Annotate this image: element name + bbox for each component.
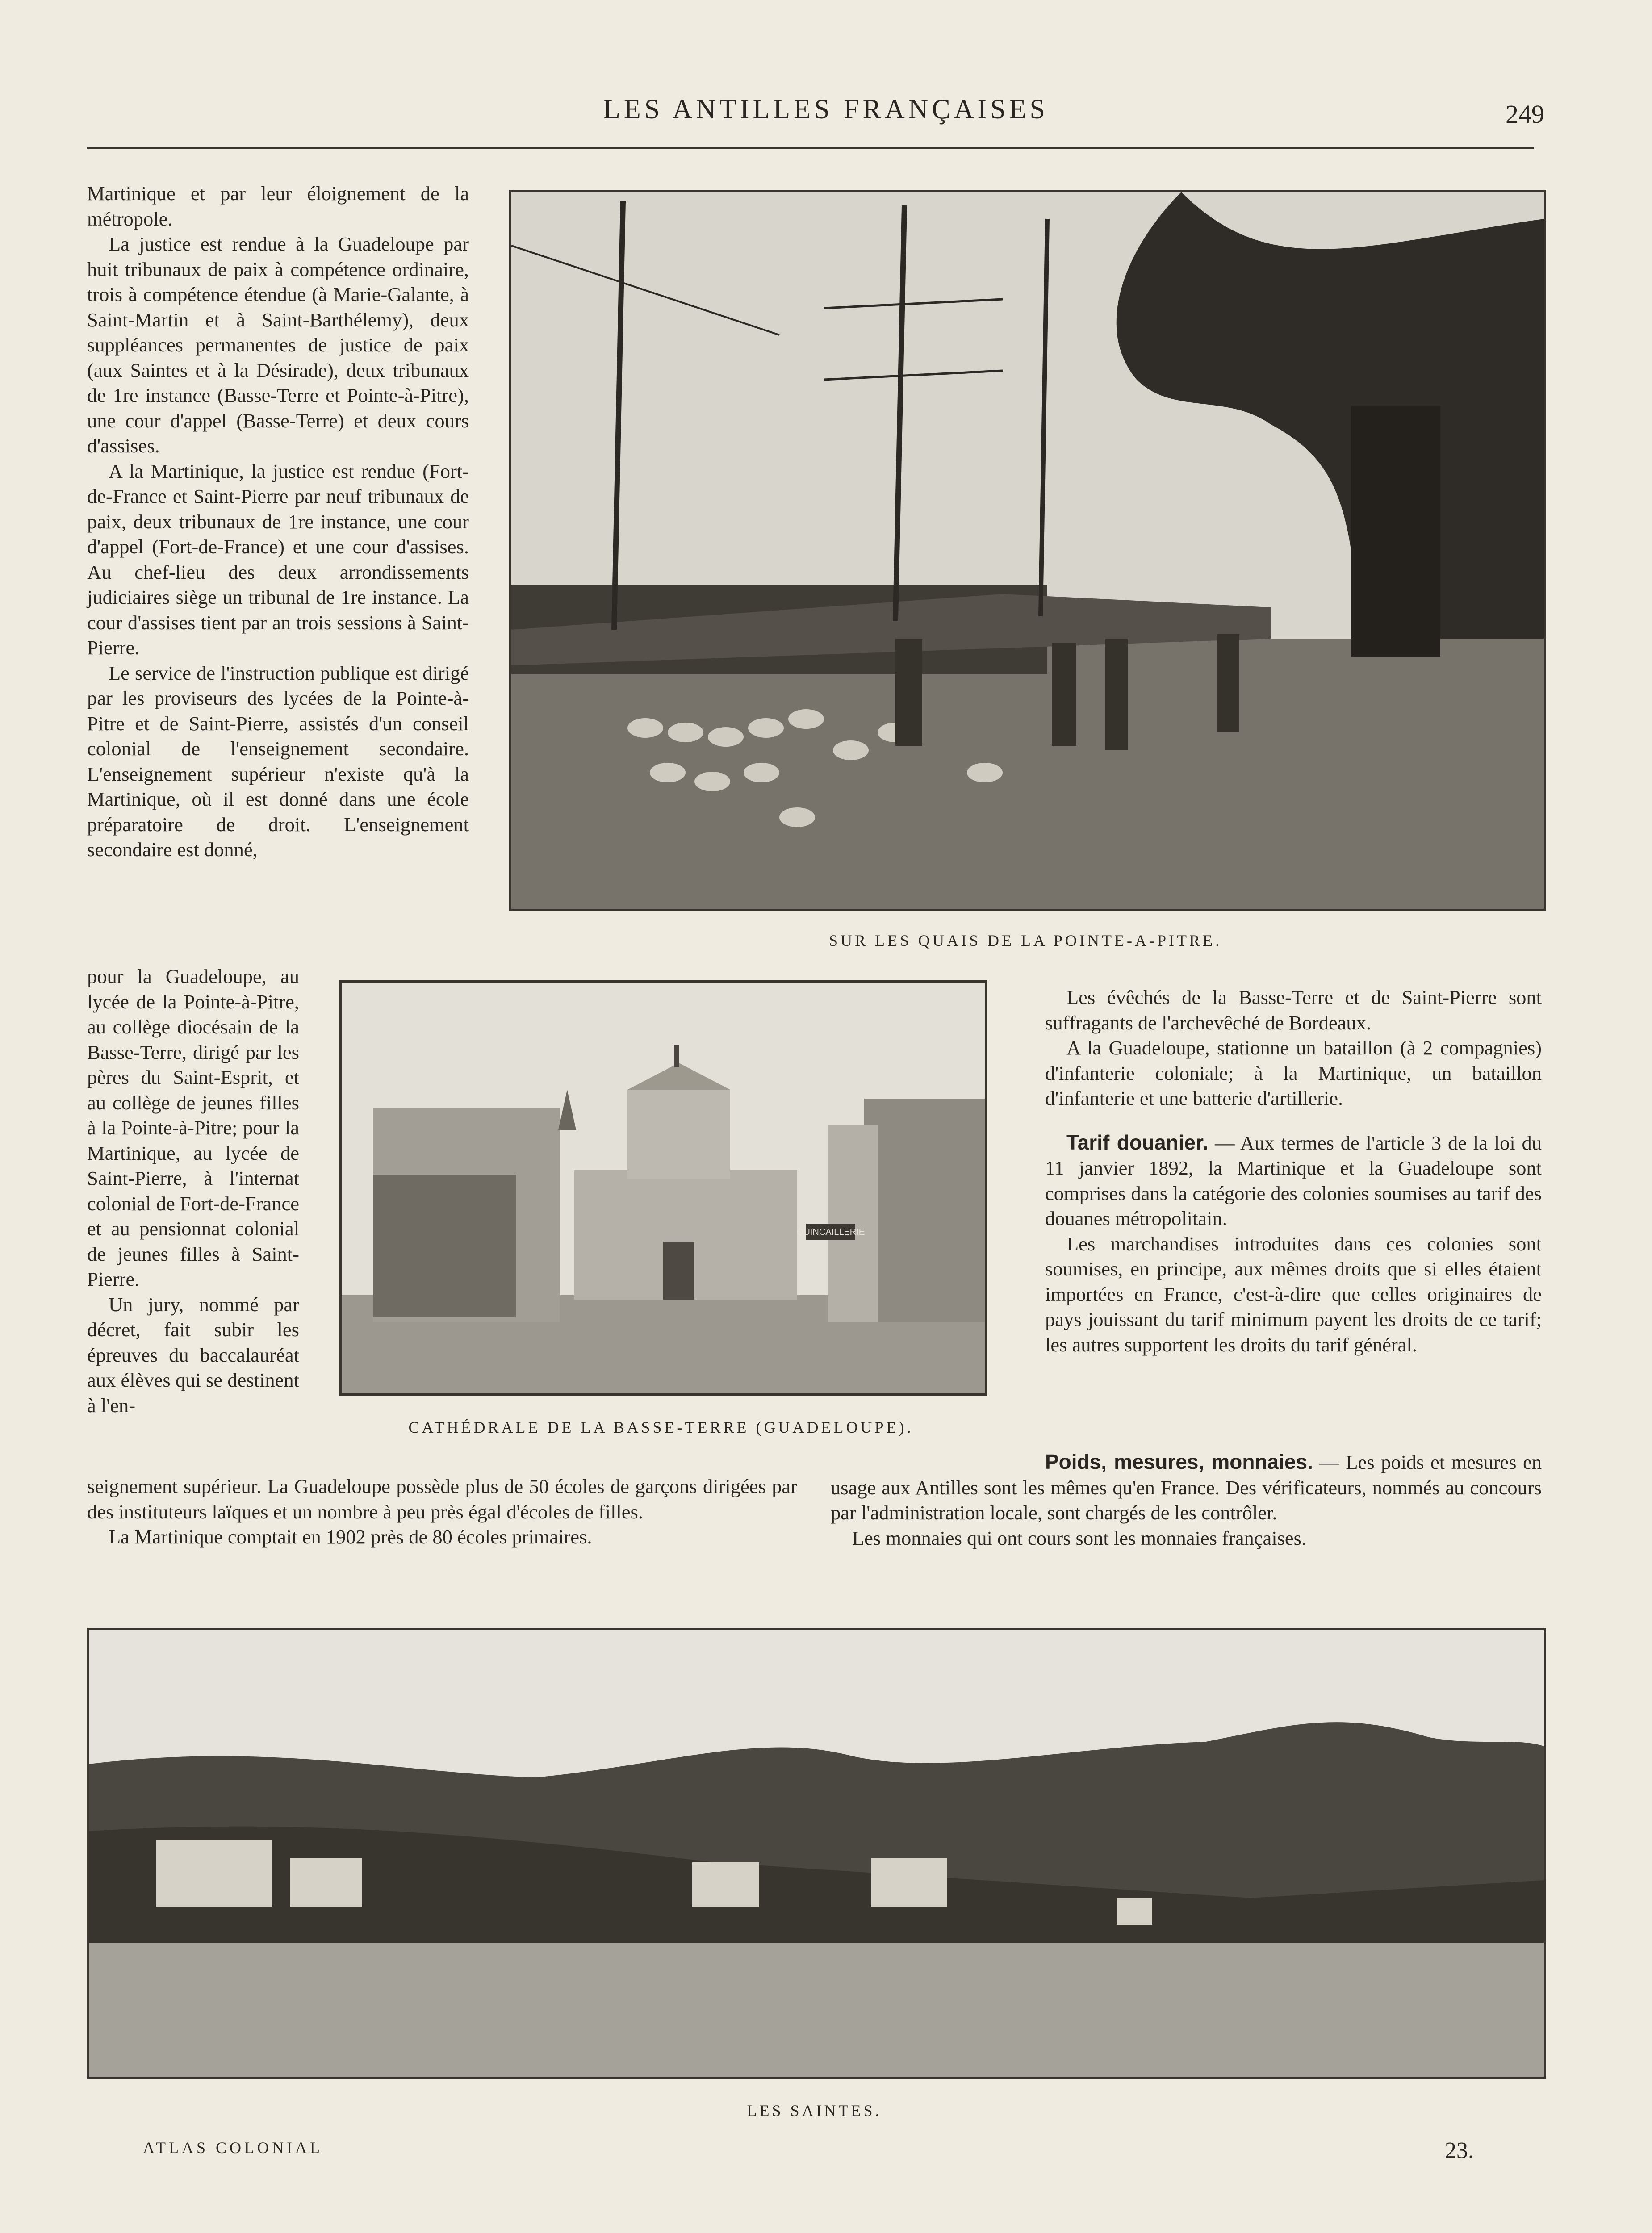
footer-signature-number: 23. [1445,2138,1474,2163]
left-column-narrow-text [87,964,299,1418]
paragraph: Le service de l'instruction publique est dirigé par les proviseurs des lycées de la Pointe-à-Pitre et de Saint-Pierre, assistés d'un conseil colonial de l'enseignement secondaire. L'enseignement supérieur n'existe qu'à la Martinique, où il est donné dans une école préparatoire de droit. L'enseignement secondaire est donné, [87,661,469,861]
poids-paragraph [831,1449,1542,1526]
paragraph: A la Martinique, la justice est rendue (Fort-de-France et Saint-Pierre par neuf tribunaux de paix, deux tribunaux de 1re instance, une cour d'appel (Fort-de-France) et une cour d'assises. Au chef-lieu des deux arrondissements judiciaires siège un tribunal de 1re instance. La cour d'assises tient par an trois sessions à Saint-Pierre. [87,460,469,659]
photo-les-saintes [87,1628,1546,2079]
caption-quais: SUR LES QUAIS DE LA POINTE-A-PITRE. [829,932,1222,949]
left-column-continuation [87,1474,797,1550]
paragraph: Un jury, nommé par décret, fait subir les épreuves du baccalauréat aux élèves qui se destinent à l'en- [87,1293,299,1417]
paragraph: La justice est rendue à la Guadeloupe par huit tribunaux de paix à compétence ordinaire, trois à compétence étendue (à Marie-Galante, à Saint-Martin et à Saint-Barthélemy), deux suppléances permanentes de justice de paix (aux Saintes et à la Désirade), deux tribunaux de 1re instance (Basse-Terre et Pointe-à-Pitre), une cour d'appel (Basse-Terre) et deux cours d'assises. [87,233,469,457]
poids-section [831,1449,1542,1551]
caption-saintes: LES SAINTES. [747,2102,882,2120]
paragraph: Les marchandises introduites dans ces colonies sont soumises, en principe, aux mêmes droits que si elles étaient importées en France, c'est-à-dire que celles originaires de pays jouissant du tarif minimum payent les droits de ce tarif; les autres supportent les droits du tarif général. [1045,1232,1542,1356]
tarif-text: — Aux termes de l'article 3 de la loi du 11 janvier 1892, la Martinique et la Guadeloupe sont comprises dans la catégorie des colonies soumises au tarif des douanes métropolitain. [1045,1131,1542,1229]
paragraph: La Martinique comptait en 1902 près de 80 écoles primaires. [109,1526,592,1548]
footer-atlas-colonial: ATLAS COLONIAL [143,2139,323,2157]
poids-text: — Les poids et mesures en usage aux Antilles sont les mêmes qu'en France. Des vérificateurs, nommés au concours par l'administration locale, sont chargés de les contrôler. [831,1451,1542,1524]
left-column-text [87,181,469,862]
right-column-text [1045,985,1542,1357]
page-number: 249 [1506,100,1544,129]
running-title: LES ANTILLES FRANÇAISES [603,94,1049,125]
tarif-paragraph [1045,1130,1542,1231]
paragraph: seignement supérieur. La Guadeloupe possède plus de 50 écoles de garçons dirigées par des instituteurs laïques et un nombre à peu près égal d'écoles de filles. [87,1475,797,1523]
photo-cathedrale-basse-terre [339,980,987,1396]
tarif-heading: Tarif douanier. [1066,1130,1209,1154]
cathedrale-shop-sign: QUINCAILLERIE [796,1227,865,1237]
poids-heading: Poids, mesures, monnaies. [1045,1450,1313,1473]
paragraph: Les évêchés de la Basse-Terre et de Saint-Pierre sont suffragants de l'archevêché de Bordeaux. [1045,986,1542,1034]
paragraph: A la Guadeloupe, stationne un bataillon (à 2 compagnies) d'infanterie coloniale; à la Martinique, un bataillon d'infanterie et une batterie d'artillerie. [1045,1037,1542,1109]
photo-quais-pointe-a-pitre [509,190,1546,911]
paragraph: Les monnaies qui ont cours sont les monnaies françaises. [852,1526,1307,1549]
header-rule [87,147,1534,149]
paragraph: Martinique et par leur éloignement de la métropole. [87,182,469,230]
paragraph: pour la Guadeloupe, au lycée de la Pointe-à-Pitre, au collège diocésain de la Basse-Terre, dirigé par les pères du Saint-Esprit, et au collège de jeunes filles à la Pointe-à-Pitre; pour la Martinique, au lycée de Saint-Pierre, à l'internat colonial de Fort-de-France et au pensionnat colonial de jeunes filles à Saint-Pierre. [87,965,299,1290]
caption-cathedrale: CATHÉDRALE DE LA BASSE-TERRE (GUADELOUPE). [408,1418,914,1436]
